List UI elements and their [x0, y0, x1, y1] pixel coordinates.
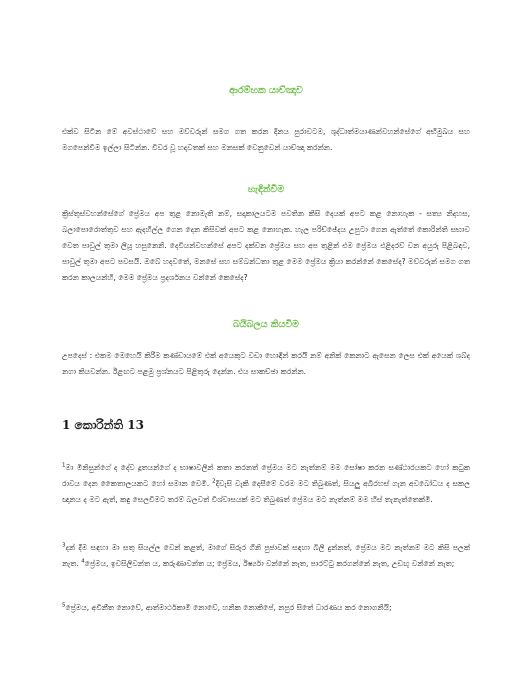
verse-number: 4: [81, 558, 85, 565]
verse-text: මා මිනිසුන්ගේ ද දේව දූතයන්ගේ ද භාෂාවලින් කතා කරනත් ප්‍රේමය මට නැත්නම් මම සෝෂා කරන සණ්ඨාරයකට හෝ කටුක රාවය දෙන කෛතාලයකට හෝ සමාන වෙමි.: [62, 463, 470, 488]
passage-title: 1 කොරින්ති 13: [62, 418, 145, 432]
verse-number: 2: [212, 478, 216, 485]
bible-reading-heading: බයිබලය කියවීම: [232, 319, 299, 330]
verse-text: දිවැසි වැකි දෙසීමේ වරම මට තිබුණත්, සියලු අබිරහස් ගැන අවබෝධය ද සකල ඥානය ද මට ඇත්, කඳු සෙලවීමට තරම් බලවත් විශ්වාසයක් මට තිබුණත් ප්‍රේමය මට නැත්නම් මම හිස් තැනැත්තෙක්මි.: [62, 479, 470, 504]
verse-number: 5: [62, 602, 66, 609]
verse-text: දන් දීම සඳහා මා සතු සියල්ල වෙන් කළත්, මාගේ සිරුර ගිනි පුජාවක් සඳහා බිලි දුන්නත්, ප්‍රේමය මට නැත්නම් මට කිසි පලක් නැත.: [62, 543, 470, 568]
opening-prayer-heading: ආරම්භක යාච්ඤාව: [229, 85, 303, 96]
introduction-heading: හැඳින්වීම: [247, 184, 285, 195]
verses-3-4: [62, 540, 470, 572]
opening-prayer-body: එක්ව සිටින මේ අවස්ථාවේ සහ මව්වරුන් සමග ගත කරන දිනය පුරාවටම, ශුද්ධාත්මයාණන්වහන්සේගේ අභිමුඛය සහ මගපෙන්වීම ඉල්ලා සිටින්න. විවර වූ හදවතක් සහ මනසක් වෙනුවෙන් යාච්ඤා කරන්න.: [62, 127, 470, 152]
verse-text: ප්‍රේමය, ඉවසිලිවන්ත ය, කරුණාවන්ත ය; ප්‍රේමය, ඊර්ෂ්‍යා වන්නේ නැත, පාරට්ටු කරගන්නේ නැත, උඩඟු වන්නේ නැත;: [84, 559, 455, 568]
verse-number: 3: [62, 542, 66, 549]
bible-reading-instructions: උපදෙස් : එකම මෙහෙයි කිරීම කණ්ඩායමේ එක් අයෙකුට වඩා හොඳින් කරයි නම් අනික් කෙනාට ඇසෙන ලෙස එක් අයෙක් ශබ්ද නගා කියවන්න. ඊළඟට පළමු ප්‍රශ්නයට පිළිතුරු දෙන්න. එය සාකච්ඡා කරන්න.: [62, 351, 470, 376]
verses-1-2: [62, 460, 470, 508]
verse-5: [62, 600, 470, 616]
introduction-body: ක්‍රිස්තුස්වහන්සේගේ ප්‍රේමය අප තුළ නොමැති නම්, සදාකාලයටම පවතින කිසි දෙයක් අපට කළ නොහැක - සත්‍ය නිදහස, බලාපොරොත්තුව සහ ඇදහිල්ල ගෙන දෙන කිසිවක් අපට කළ නොහැක. හැල පරිච්ඡේදය උපුටා ගෙන ඇත්තේ කොරින්ති සභාව වෙත පාවුල් තුමා ලියූ හසුනෙනි. දෙවියන්වහන්සේ අපට දක්වන ප්‍රේමය සහ අප තුළින් එම ප්‍රේමය එළිදරව් වන අයුරු පිළිබඳව, පාවුල් තුමා අපට පවසයි. ඔබේ හදවතේ, මනසේ සහ සම්බන්ධතා තුළ මෙම ප්‍රේමය ක්‍රියා කරන්නේ කෙසේද? මව්වරුන් සමග ගත කරන කාලයන්හි, මෙම ප්‍රේමය ප්‍රදර්ශනය වන්නේ කෙසේද?: [62, 209, 471, 282]
verse-text: ප්‍රේමය, අවිනීත නොවේ, ආත්මාර්ථකාමී නොවේ, හනික නොකිපේ, නපුර සිතේ ධාරණය කර නොගනියි;: [65, 603, 392, 612]
verse-number: 1: [62, 462, 66, 469]
